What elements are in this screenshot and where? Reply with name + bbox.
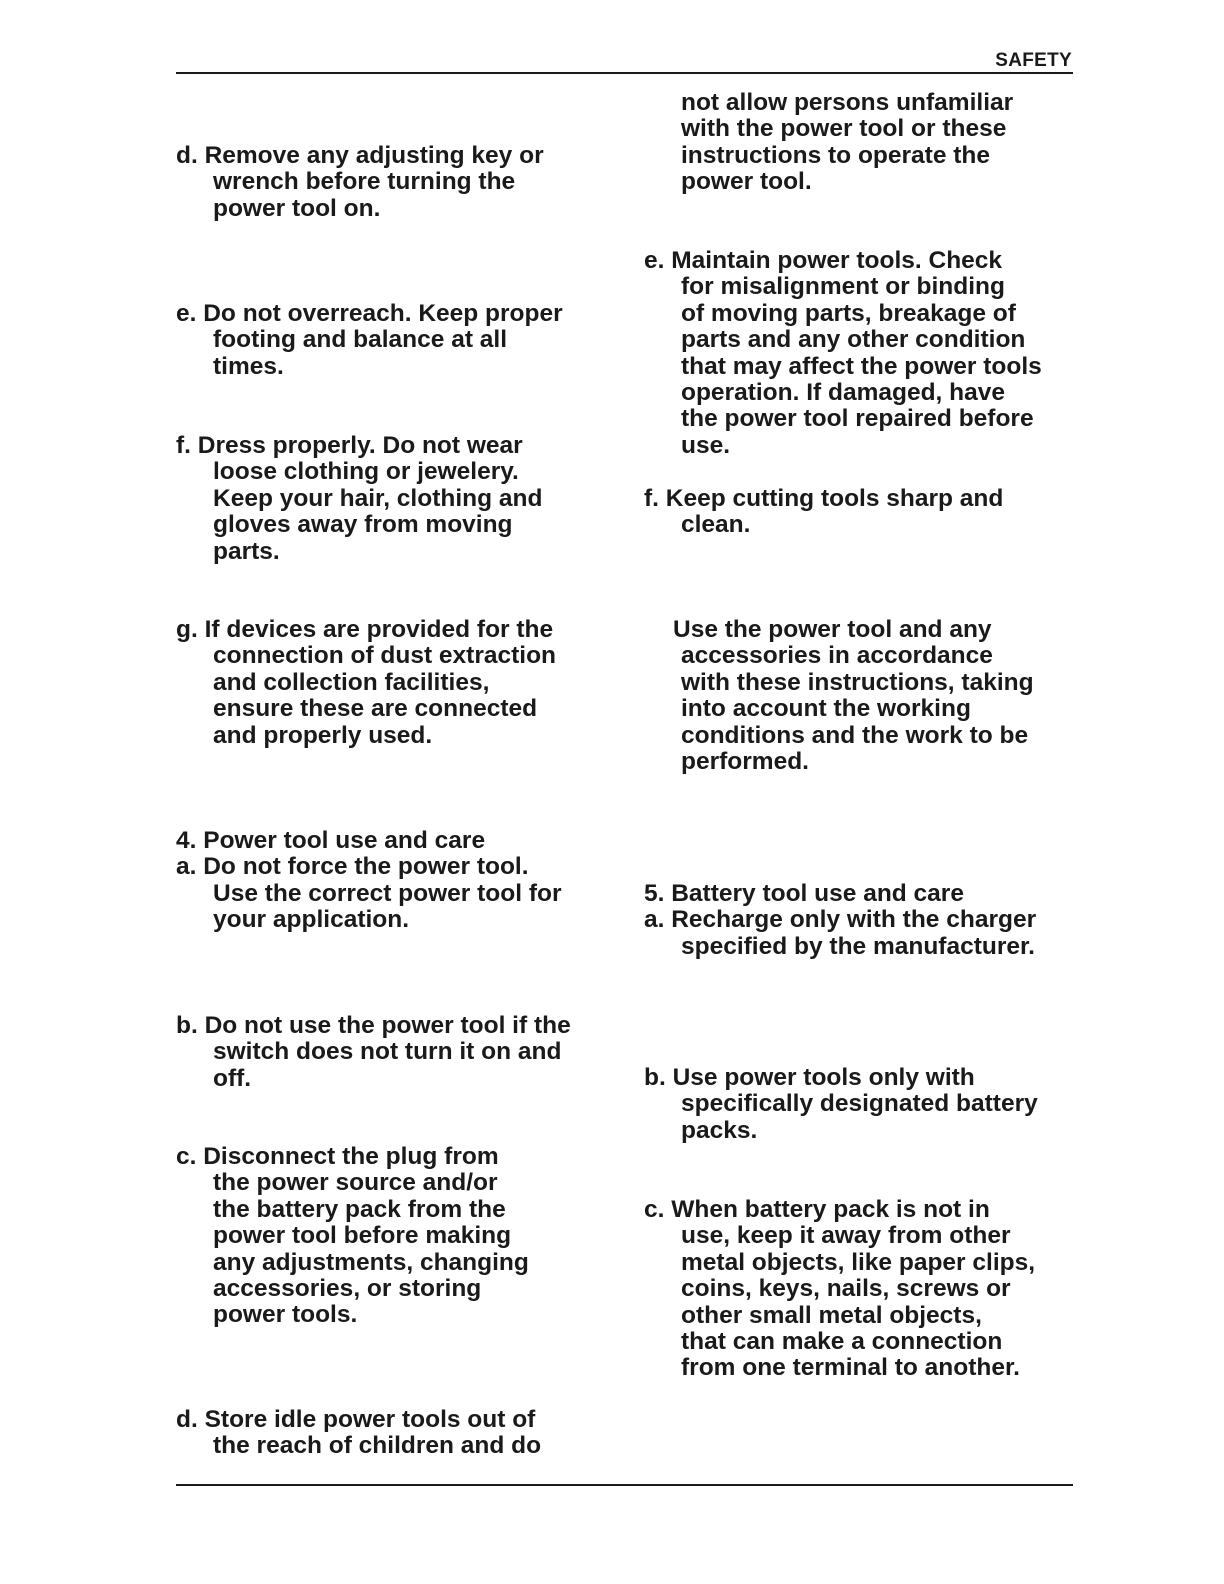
left-item-d-remove-key: d. Remove any adjusting key or wrench before turning the power tool on. [176, 142, 544, 222]
bottom-rule [176, 1484, 1073, 1486]
left-item-e-overreach: e. Do not overreach. Keep proper footing and balance at all times. [176, 300, 563, 380]
right-item-e-maintain: e. Maintain power tools. Check for misalignment or binding of moving parts, breakage of parts and any other condition that may affect the power tools operation. If damaged, have the power tool repaired before use. [644, 247, 1042, 459]
section-5-heading: 5. Battery tool use and care [644, 880, 964, 907]
left-item-b-switch: b. Do not use the power tool if the switch does not turn it on and off. [176, 1012, 571, 1092]
right-item-b-battery-packs: b. Use power tools only with specifically designated battery packs. [644, 1064, 1038, 1144]
left-item-f-dress: f. Dress properly. Do not wear loose clothing or jewelery. Keep your hair, clothing and gloves away from moving parts. [176, 432, 543, 565]
section-5-battery-tool-use: 5. Battery tool use and care a. Recharge only with the charger specified by the manufacturer. [644, 880, 1037, 960]
top-rule [176, 72, 1073, 74]
right-item-d-continued: not allow persons unfamiliar with the power tool or these instructions to operate the power tool. [681, 89, 1014, 196]
left-item-d-store-idle: d. Store idle power tools out of the reach of children and do [176, 1406, 542, 1460]
section-4-power-tool-use: 4. Power tool use and care a. Do not force the power tool. Use the correct power tool for your application. [176, 827, 562, 934]
right-item-c-metal-objects: c. When battery pack is not in use, keep it away from other metal objects, like paper clips, coins, keys, nails, screws or other small metal objects, that can make a connection from one terminal to another. [644, 1196, 1036, 1382]
right-item-f-cutting-tools: f. Keep cutting tools sharp and clean. [644, 485, 1004, 539]
section-4-heading: 4. Power tool use and care [176, 827, 486, 854]
left-item-g-dust-extraction: g. If devices are provided for the connection of dust extraction and collection facilities, ensure these are connected and properly used. [176, 616, 557, 749]
left-item-c-disconnect: c. Disconnect the plug from the power source and/or the battery pack from the power tool before making any adjustments, changing accessories, or storing power tools. [176, 1143, 529, 1329]
right-item-g-use-accordance: Use the power tool and any accessories in accordance with these instructions, taking into account the working conditions and the work to be performed. [673, 616, 1034, 776]
section-header: SAFETY [995, 50, 1072, 71]
